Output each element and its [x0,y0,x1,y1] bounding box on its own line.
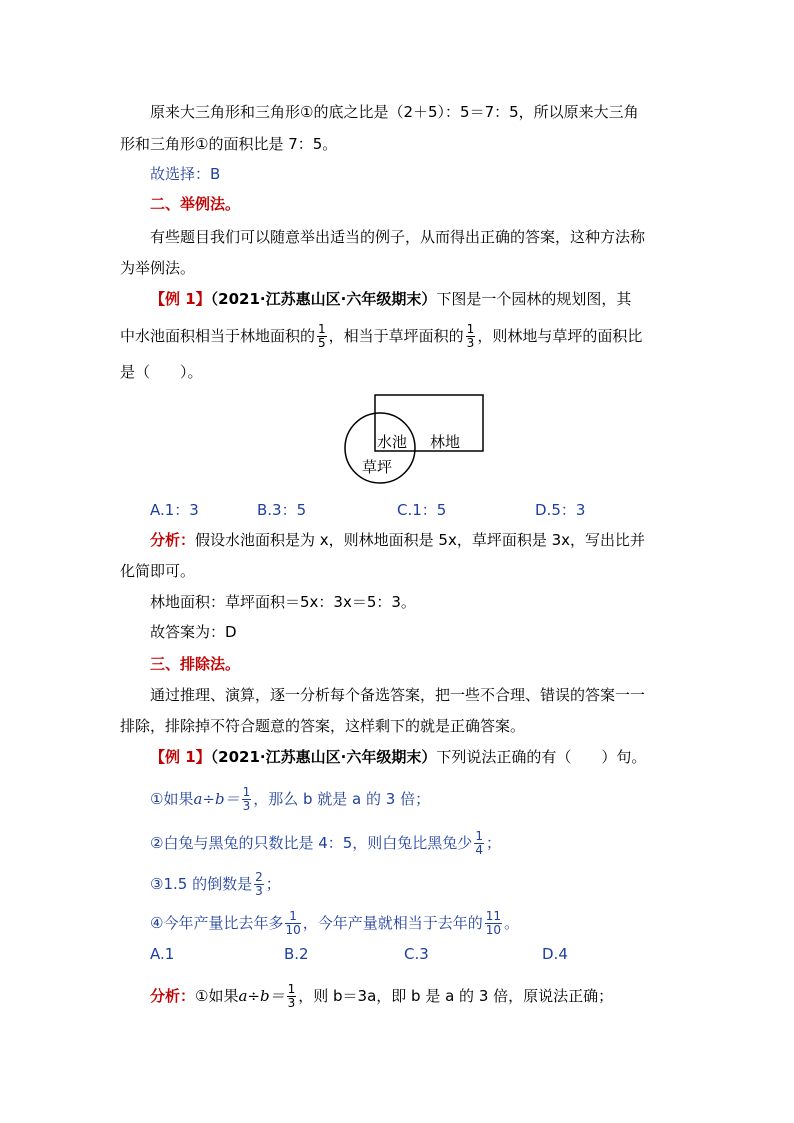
option-d[interactable]: D.5：3 [535,501,586,519]
statement-1: ①如果a÷b＝ $\frac{1}{3}$ ，那么 b 就是 a 的 3 倍； [150,785,431,813]
option-b[interactable]: B.3：5 [257,501,307,519]
lawn-label: 草坪 [362,458,393,476]
option-d[interactable]: D.4 [542,945,568,963]
fraction-11-10: $\frac{11}{10}$ [485,909,502,937]
example2-question: 下列说法正确的有（ ）句。 [436,748,647,766]
option-a[interactable]: A.1：3 [150,501,199,519]
example2-header [150,747,646,767]
intro-line-1: 原来大三角形和三角形①的底之比是（2＋5）：5＝7：5，所以原来大三角 [150,103,639,121]
option-a[interactable]: A.1 [150,945,175,963]
fraction-1-3: $\frac{1}{3}$ [242,785,251,813]
example1-answer: 故答案为：D [150,623,237,641]
intro-answer: 故选择：B [150,165,221,183]
example1-tag: 【例 1】 [150,290,211,308]
example1-header [150,289,631,309]
pool-label: 水池 [377,433,408,451]
fraction-1-10: $\frac{1}{10}$ [285,909,301,937]
example1-analysis-2: 化简即可。 [120,562,196,580]
section3-desc-1: 通过推理、演算，逐一分析每个备选答案，把一些不合理、错误的答案一一 [150,686,646,704]
fraction-1-4: $\frac{1}{4}$ [475,829,483,857]
example1-source: （2021·江苏惠山区·六年级期末） [210,290,437,308]
intro-line-2: 形和三角形①的面积比是 7：5。 [120,135,338,153]
analysis-text-1: 假设水池面积是为 x，则林地面积是 5x，草坪面积是 3x，写出比并 [195,531,646,549]
section2-desc-1: 有些题目我们可以随意举出适当的例子，从而得出正确的答案，这种方法称 [150,228,646,246]
section3-desc-2: 排除，排除掉不符合题意的答案，这样剩下的就是正确答案。 [120,717,526,735]
example1-question-2b: ，相当于草坪面积的 [328,327,464,345]
statement-4: ④今年产量比去年多 $\frac{1}{10}$ ，今年产量就相当于去年的 $\frac{11}{10}$ 。 [150,909,520,937]
example2-tag: 【例 1】 [150,748,211,766]
section2-title: 二、举例法。 [150,195,241,213]
option-b[interactable]: B.2 [284,945,309,963]
statement-3: ③1.5 的倒数是 $\frac{2}{3}$ ； [150,870,281,898]
analysis-label: 分析： [150,987,196,1005]
analysis-label: 分析： [150,531,196,549]
example1-question-1: 下图是一个园林的规划图，其 [436,290,632,308]
fraction-1-3: $\frac{1}{3}$ [287,982,296,1010]
option-c[interactable]: C.1：5 [397,501,447,519]
statement-2: ②白兔与黑兔的只数比是 4：5，则白兔比黑兔少 $\frac{1}{4}$ ； [150,829,501,857]
example2-source: （2021·江苏惠山区·六年级期末） [210,748,437,766]
example2-analysis: 分析：①如果a÷b＝ $\frac{1}{3}$ ，则 b＝3a，即 b 是 a 的 3 倍，原说法正确； [150,982,614,1010]
fraction-1-3: $\frac{1}{3}$ [466,322,475,350]
section3-title: 三、排除法。 [150,655,241,673]
fraction-1-5: $\frac{1}{5}$ [318,322,326,350]
garden-diagram [340,392,490,488]
fraction-2-3: $\frac{2}{3}$ [255,870,263,898]
example1-calc: 林地面积：草坪面积＝5x：3x＝5：3。 [150,593,416,611]
option-c[interactable]: C.3 [404,945,429,963]
example1-question-line-2 [120,323,642,350]
section2-desc-2: 为举例法。 [120,259,196,277]
example1-analysis-1 [150,530,645,550]
example1-question-2c: ，则林地与草坪的面积比 [477,327,643,345]
forest-label: 林地 [430,433,461,451]
example1-question-3: 是（ ）。 [120,363,203,381]
example1-question-2a: 中水池面积相当于林地面积的 [120,327,316,345]
